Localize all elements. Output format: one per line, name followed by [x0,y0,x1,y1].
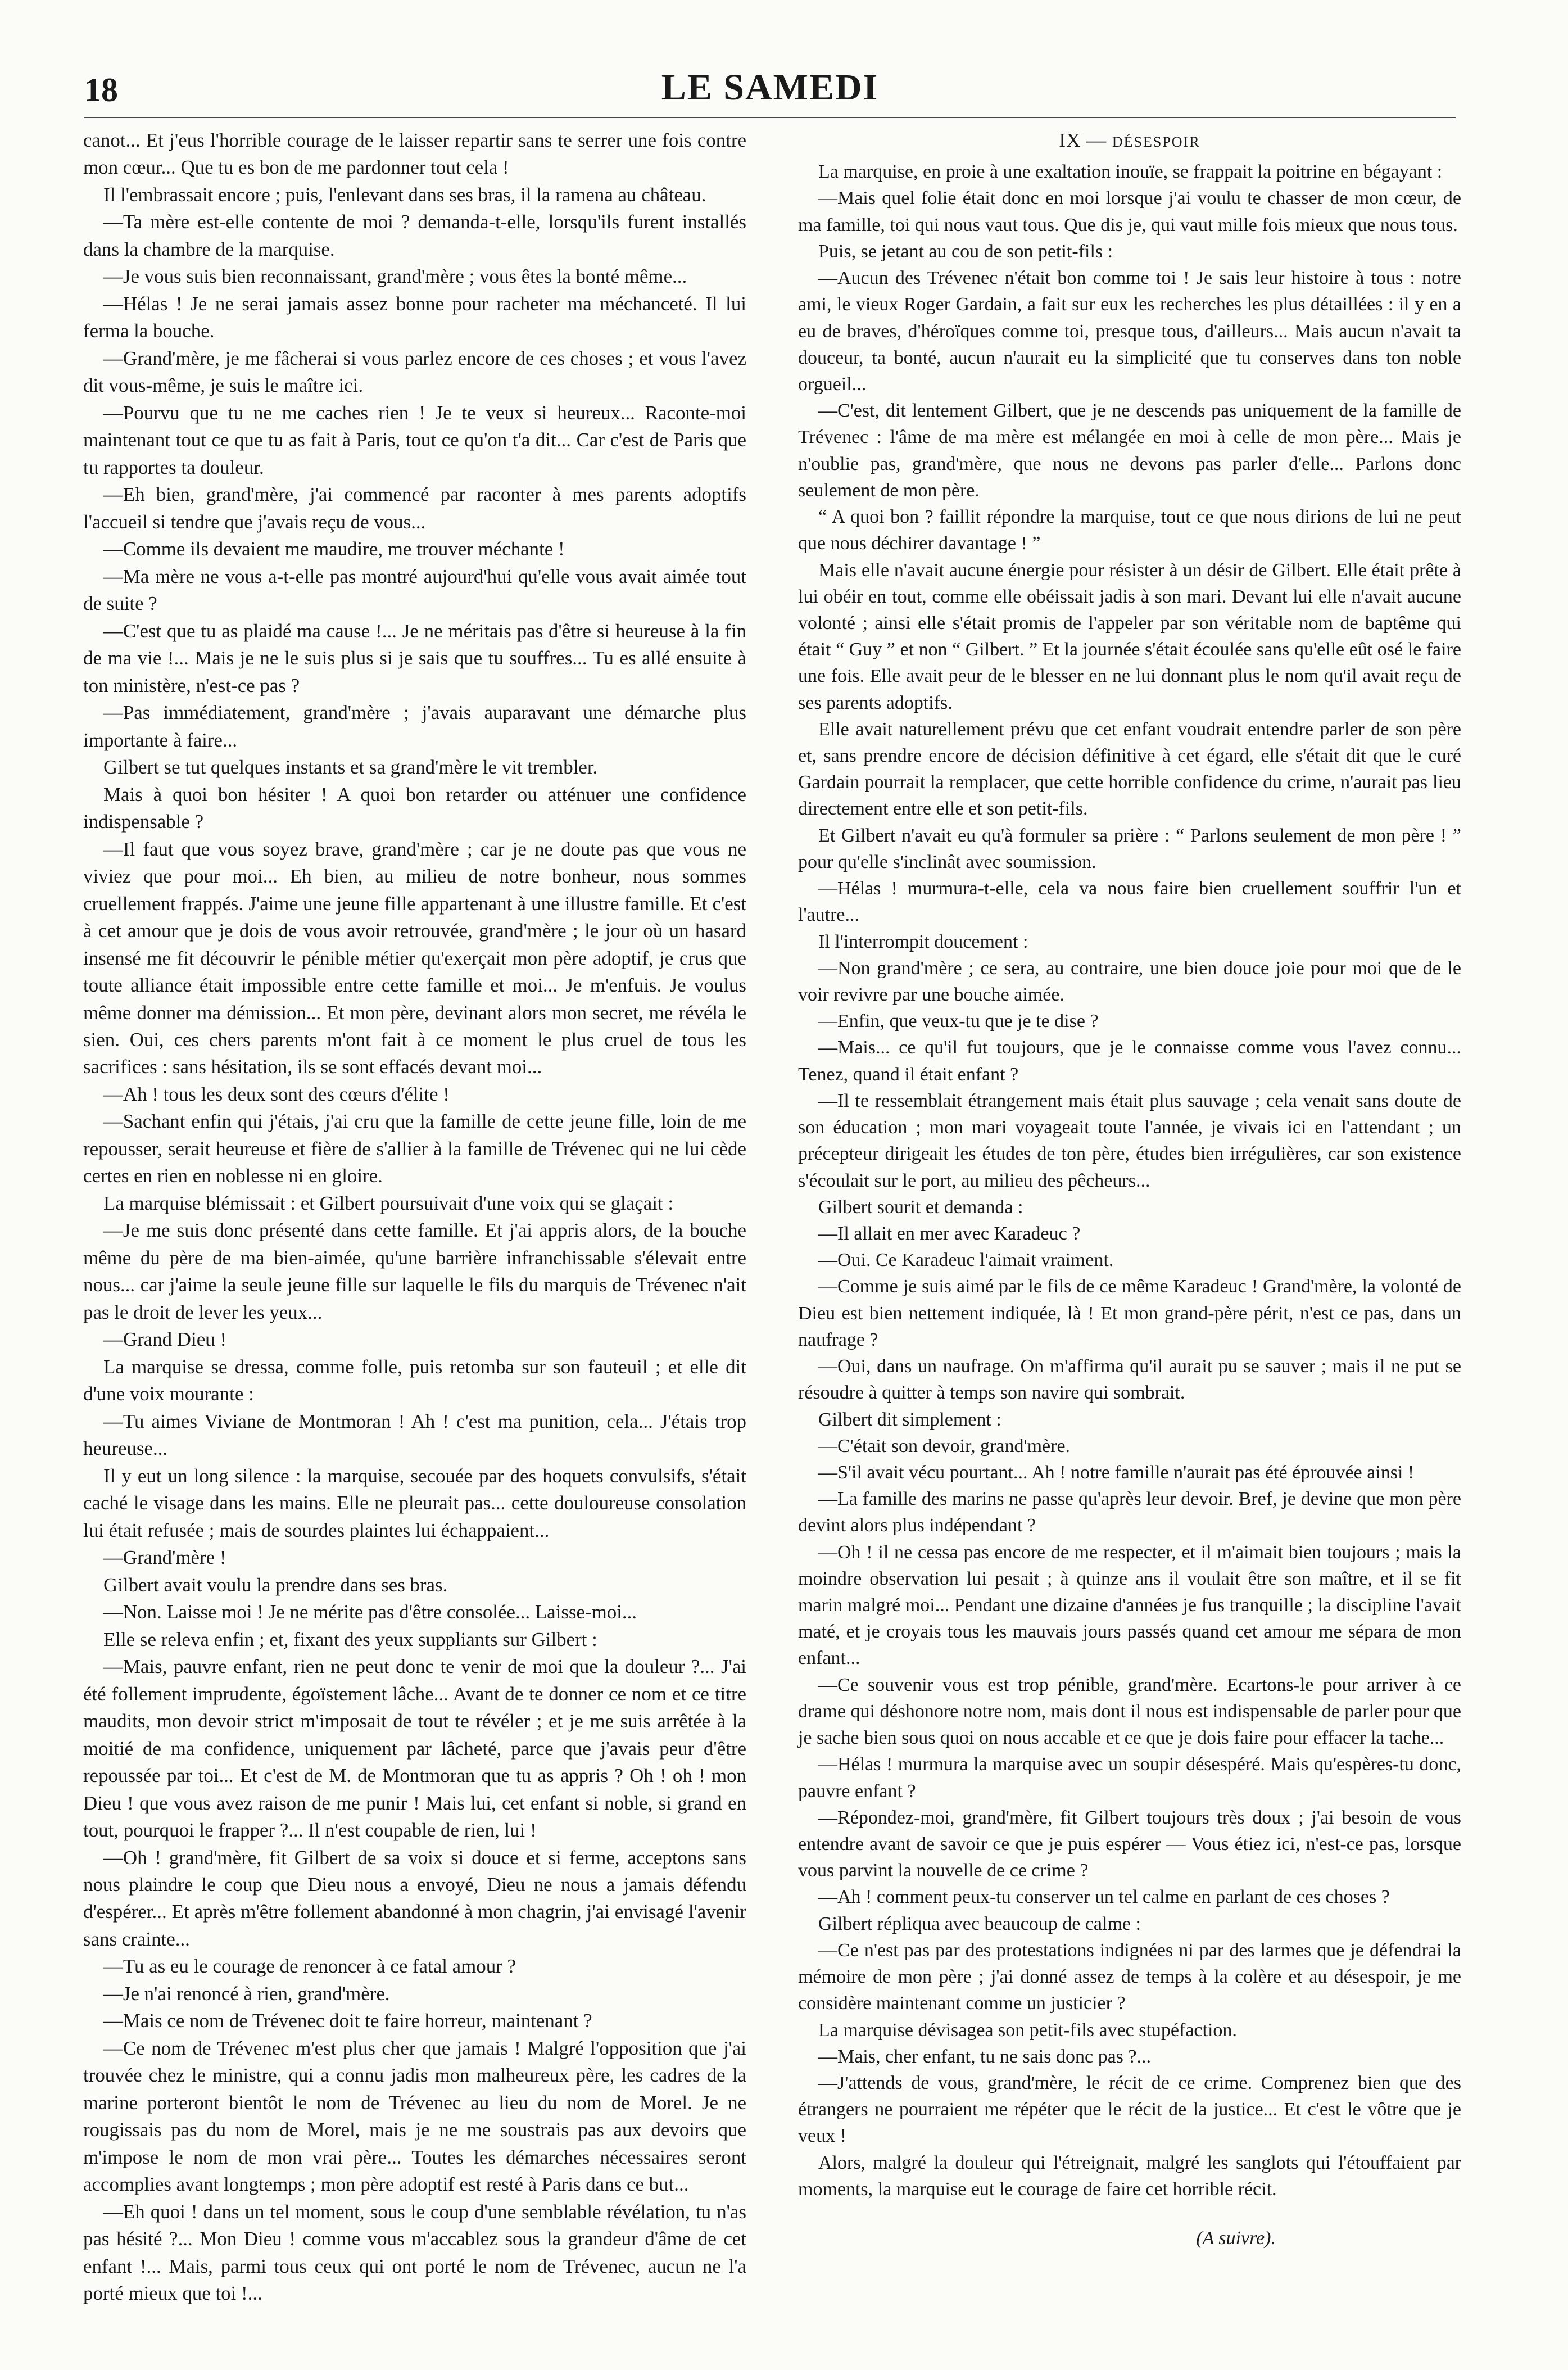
page-header [84,66,1456,111]
paragraph: —Enfin, que veux-tu que je te dise ? [818,1011,1099,1032]
left-column [83,127,746,2308]
paragraph: —Je me suis donc présenté dans cette famille. Et j'ai appris alors, de la bouche même du père de ma bien-aimée, qu'une barrière infranchissable s'élevait entre nous... car j'aime la seule jeune fille sur laquelle le fils du marquis de Trévenec n'ait pas le droit de lever les yeux... [83,1219,746,1323]
chapter-number: IX — [1059,129,1107,151]
paragraph: —Oui, dans un naufrage. On m'affirma qu'il aurait pu se sauver ; mais il ne put se résoudre à quitter à temps son navire qui sombrait. [798,1356,1461,1404]
paragraph: Mais à quoi bon hésiter ! A quoi bon retarder ou atténuer une confidence indispensable ? [83,783,746,833]
paragraph: “ A quoi bon ? faillit répondre la marquise, tout ce que nous dirions de lui ne peut que nous déchirer davantage ! ” [798,506,1461,554]
header-rule [84,117,1456,118]
paragraph: —Oh ! il ne cessa pas encore de me respecter, et il m'aimait bien toujours ; mais la moindre observation lui pesait ; à quinze ans il voulait être son maître, et il se fit marin malgré moi... Pendant une dizaine d'années je fus tranquille ; la discipline l'avait maté, et je croyais tous les mauvais jours passés quand cet amour me sépara de mon enfant... [798,1541,1461,1669]
paragraph: —Pourvu que tu ne me caches rien ! Je te veux si heureux... Raconte-moi maintenant tout ce que tu as fait à Paris, tout ce qu'on t'a dit... Car c'est de Paris que tu rapportes ta douleur. [83,401,746,478]
paragraph: —Il faut que vous soyez brave, grand'mère ; car je ne doute pas que vous ne viviez que pour moi... Eh bien, au milieu de notre bonheur, nous sommes cruellement frappés. J'aime une jeune fille appartenant à une illustre famille. Et c'est à cet amour que je dois de vous avoir retrouvée, grand'mère ; le jour où un hasard insensé me fit découvrir le pénible métier qu'exerçait mon père adoptif, je crus que toute alliance était impossible entre cette famille et moi... Je m'enfuis. Je voulus même donner ma démission... Et mon père, devinant alors mon secret, me révéla le sien. Oui, ces chers parents m'ont fait à ce moment le plus cruel de tous les sacrifices : sans hésitation, ils se sont effacés devant moi... [83,838,746,1078]
paragraph: —Oui. Ce Karadeuc l'aimait vraiment. [818,1250,1114,1271]
paragraph: —La famille des marins ne passe qu'après leur devoir. Bref, je devine que mon père devint alors plus indépendant ? [798,1489,1461,1536]
paragraph: —J'attends de vous, grand'mère, le récit de ce crime. Comprenez bien que des étrangers ne pourraient me répéter que le récit de la justice... Et c'est le vôtre que je veux ! [798,2072,1461,2147]
paragraph: Gilbert répliqua avec beaucoup de calme : [818,1913,1141,1934]
chapter-title: DÉSESPOIR [1112,134,1200,150]
paragraph: —Non. Laisse moi ! Je ne mérite pas d'être consolée... Laisse-moi... [103,1601,637,1623]
paragraph: —Mais, cher enfant, tu ne sais donc pas ?... [818,2046,1151,2067]
paragraph: —Grand'mère, je me fâcherai si vous parlez encore de ces choses ; et vous l'avez dit vous-même, je suis le maître ici. [83,347,746,397]
paragraph: —Hélas ! murmura la marquise avec un soupir désespéré. Mais qu'espères-tu donc, pauvre enfant ? [798,1754,1461,1802]
paragraph: —Ta mère est-elle contente de moi ? demanda-t-elle, lorsqu'ils furent installés dans la chambre de la marquise. [83,211,746,260]
paragraph: La marquise dévisagea son petit-fils avec stupéfaction. [818,2019,1237,2041]
paragraph: —S'il avait vécu pourtant... Ah ! notre famille n'aurait pas été éprouvée ainsi ! [818,1462,1415,1483]
paragraph: Elle se releva enfin ; et, fixant des yeux suppliants sur Gilbert : [103,1628,597,1650]
paragraph: —Eh bien, grand'mère, j'ai commencé par raconter à mes parents adoptifs l'accueil si tendre que j'avais reçu de vous... [83,483,746,533]
paragraph: —Pas immédiatement, grand'mère ; j'avais auparavant une démarche plus importante à faire... [83,702,746,751]
paragraph: La marquise blémissait : et Gilbert poursuivait d'une voix qui se glaçait : [103,1192,674,1214]
page-number: 18 [84,71,118,108]
continued-note: (A suivre). [1196,2228,1276,2249]
paragraph: —Je n'ai renoncé à rien, grand'mère. [103,1982,390,2005]
right-column [798,127,1461,2251]
paragraph: —Grand Dieu ! [103,1328,226,1351]
paragraph: —Mais, pauvre enfant, rien ne peut donc te venir de moi que la douleur ?... J'ai été follement imprudente, égoïstement lâche... Avant de te donner ce nom et ce titre maudits, mon devoir strict m'imposait de tout te révéler ; et je me suis arrêtée à la moitié de ma confidence, uniquement par lâcheté, parce que j'avais peur d'être repoussée par toi... Et c'est de M. de Montmoran que tu as appris ? Oh ! oh ! mon Dieu ! que vous avez raison de me punir ! Mais lui, cet enfant si noble, si grand en tout, pourquoi le frapper ?... Il n'est coupable de rien, lui ! [83,1656,746,1842]
paragraph: —Ma mère ne vous a-t-elle pas montré aujourd'hui qu'elle vous avait aimée tout de suite ? [83,565,746,615]
paragraph: —Mais quel folie était donc en moi lorsque j'ai voulu te chasser de mon cœur, de ma famille, toi qui nous vaut tous. Que dis je, qui vaut mille fois mieux que nous tous. [798,188,1461,236]
paragraph: Il l'embrassait encore ; puis, l'enlevant dans ses bras, il la ramena au château. [103,183,706,206]
paragraph: —Sachant enfin qui j'étais, j'ai cru que la famille de cette jeune fille, loin de me repousser, serait heureuse et fière de s'allier à la famille de Trévenec qui ne lui cède certes en rien en noblesse ni en gloire. [83,1110,746,1187]
paragraph: —Ah ! comment peux-tu conserver un tel calme en parlant de ces choses ? [818,1887,1390,1908]
paragraph: —Comme ils devaient me maudire, me trouver méchante ! [103,538,565,560]
paragraph: Alors, malgré la douleur qui l'étreignait, malgré les sanglots qui l'étouffaient par moments, la marquise eut le courage de faire cet horrible récit. [798,2152,1461,2200]
paragraph: Gilbert dit simplement : [818,1409,1001,1430]
paragraph: —Répondez-moi, grand'mère, fit Gilbert toujours très doux ; j'ai besoin de vous entendre avant de savoir ce que je puis espérer — Vous étiez ici, n'est-ce pas, lorsque vous parvint la nouvelle de ce crime ? [798,1807,1461,1881]
paragraph: —Mais... ce qu'il fut toujours, que je le connaisse comme vous l'avez connu... Tenez, quand il était enfant ? [798,1037,1461,1085]
paragraph: Mais elle n'avait aucune énergie pour résister à un désir de Gilbert. Elle était prête à lui obéir en tout, comme elle obéissait jadis à son mari. Devant lui elle n'avait aucune volonté ; ainsi elle s'était promis de l'appeler par son véritable nom de baptême qui était “ Guy ” et non “ Gilbert. ” Et la journée s'était écoulée sans qu'elle eût osé le faire une fois. Elle avait peur de le blesser en ne lui donnant plus le nom qu'il avait reçu de ses parents adoptifs. [798,559,1461,713]
paragraph: —Eh quoi ! dans un tel moment, sous le coup d'une semblable révélation, tu n'as pas hésité ?... Mon Dieu ! comme vous m'accablez sous la grandeur d'âme de cet enfant !... Mais, parmi tous ceux qui ont porté le nom de Trévenec, aucun ne l'a porté mieux que toi !... [83,2200,746,2305]
paragraph: —Grand'mère ! [103,1546,226,1569]
paragraph: La marquise, en proie à une exaltation inouïe, se frappait la poitrine en bégayant : [818,161,1443,183]
paragraph: Puis, se jetant au cou de son petit-fils : [818,241,1113,262]
paragraph: La marquise se dressa, comme folle, puis retomba sur son fauteuil ; et elle dit d'une voix mourante : [83,1355,746,1405]
paragraph: —Aucun des Trévenec n'était bon comme toi ! Je sais leur histoire à tous : notre ami, le vieux Roger Gardain, a fait sur eux les recherches les plus détaillées : il y en a eu de braves, d'héroïques comme toi, presque tous, d'ailleurs... Mais aucun n'avait ta douceur, ta bonté, aucun n'aurait eu la simplicité que tu conserves dans ton noble orgueil... [798,268,1461,395]
paragraph: Et Gilbert n'avait eu qu'à formuler sa prière : “ Parlons seulement de mon père ! ” pour qu'elle s'inclinât avec soumission. [798,825,1461,872]
paragraph: —C'est, dit lentement Gilbert, que je ne descends pas uniquement de la famille de Trévenec : l'âme de ma mère est mélangée en moi à celle de mon père... Mais je n'oublie pas, grand'mère, que nous ne devons pas parler d'elle... Parlons donc seulement de mon père. [798,400,1461,501]
paragraph: —Il allait en mer avec Karadeuc ? [818,1223,1081,1244]
paragraph: Gilbert se tut quelques instants et sa grand'mère le vit trembler. [103,756,598,779]
paragraph: —Ce souvenir vous est trop pénible, grand'mère. Ecartons-le pour arriver à ce drame qui déshonore notre nom, mais dont il nous est indispensable de parler pour que je sache bien sous quoi on nous accable et ce que je dois faire pour effacer la tache... [798,1674,1461,1749]
paragraph: —Tu as eu le courage de renoncer à ce fatal amour ? [103,1955,516,1978]
paragraph: Il y eut un long silence : la marquise, secouée par des hoquets convulsifs, s'était caché le visage dans les mains. Elle ne pleurait pas... cette douloureuse consolation lui était refusée ; mais de sourdes plaintes lui échappaient... [83,1464,746,1541]
chapter-heading [798,127,1461,155]
paragraph: Gilbert sourit et demanda : [818,1196,1023,1218]
paragraph: —Ce nom de Trévenec m'est plus cher que jamais ! Malgré l'opposition que j'ai trouvée chez le ministre, qui a connu jadis mon malheureux père, les cadres de la marine porteront bientôt le nom de Trévenec au lieu du nom de Morel. Je ne rougissais pas du nom de Morel, mais je ne me soustrais pas aux devoirs que m'impose le nom de mon vrai père... Toutes les démarches nécessaires seront accomplies avant longtemps ; mon père adoptif est resté à Paris dans ce but... [83,2037,746,2196]
paragraph: —Je vous suis bien reconnaissant, grand'mère ; vous êtes la bonté même... [103,265,687,288]
paragraph: —Comme je suis aimé par le fils de ce même Karadeuc ! Grand'mère, la volonté de Dieu est bien nettement indiquée, là ! Et mon grand-père périt, n'est ce pas, dans un naufrage ? [798,1276,1461,1350]
paragraph: —Non grand'mère ; ce sera, au contraire, une bien douce joie pour moi que de le voir revivre par une bouche aimée. [798,957,1461,1005]
paragraph: Gilbert avait voulu la prendre dans ses bras. [103,1573,448,1596]
paragraph: Il l'interrompit doucement : [818,931,1028,952]
paragraph: —Mais ce nom de Trévenec doit te faire horreur, maintenant ? [103,2010,592,2032]
paragraph: —Hélas ! murmura-t-elle, cela va nous faire bien cruellement souffrir l'un et l'autre... [798,878,1461,926]
paragraph: canot... Et j'eus l'horrible courage de le laisser repartir sans te serrer une fois contre mon cœur... Que tu es bon de me pardonner tout cela ! [83,129,746,179]
paragraph: —Ah ! tous les deux sont des cœurs d'élite ! [103,1083,450,1105]
paragraph: —C'était son devoir, grand'mère. [818,1435,1071,1457]
paragraph: —Oh ! grand'mère, fit Gilbert de sa voix si douce et si ferme, acceptons sans nous plaindre le coup que Dieu nous a envoyé, Dieu ne nous a jamais défendu d'espérer... Et après m'être follement abandonné à mon chagrin, j'ai envisagé l'avenir sans crainte... [83,1846,746,1950]
paragraph: —Tu aimes Viviane de Montmoran ! Ah ! c'est ma punition, cela... J'étais trop heureuse... [83,1410,746,1460]
paragraph: —Il te ressemblait étrangement mais était plus sauvage ; cela venait sans doute de son éducation ; mon mari voyageait toute l'année, je vivais ici en l'attendant ; un précepteur dirigeait les études de ton père, études bien irrégulières, car son existence s'écoulait sur le port, au milieu des pêcheurs... [798,1090,1461,1191]
publication-title: LE SAMEDI [661,67,879,108]
paragraph: Elle avait naturellement prévu que cet enfant voudrait entendre parler de son père et, sans prendre encore de décision définitive à cet égard, elle s'était dit que le curé Gardain pourrait la remplacer, que cette horrible confidence du crime, n'aurait pas lieu directement entre elle et son petit-fils. [798,718,1461,820]
right-column-body [798,159,1461,2202]
paragraph: —Ce n'est pas par des protestations indignées ni par des larmes que je défendrai la mémoire de mon père ; j'ai donné assez de temps à la colère et au désespoir, je me considère maintenant comme un justicier ? [798,1939,1461,2014]
paragraph: —Hélas ! Je ne serai jamais assez bonne pour racheter ma méchanceté. Il lui ferma la bouche. [83,292,746,342]
paragraph: —C'est que tu as plaidé ma cause !... Je ne méritais pas d'être si heureuse à la fin de ma vie !... Mais je ne le suis plus si je sais que tu souffres... Tu es allé ensuite à ton ministère, n'est-ce pas ? [83,619,746,696]
